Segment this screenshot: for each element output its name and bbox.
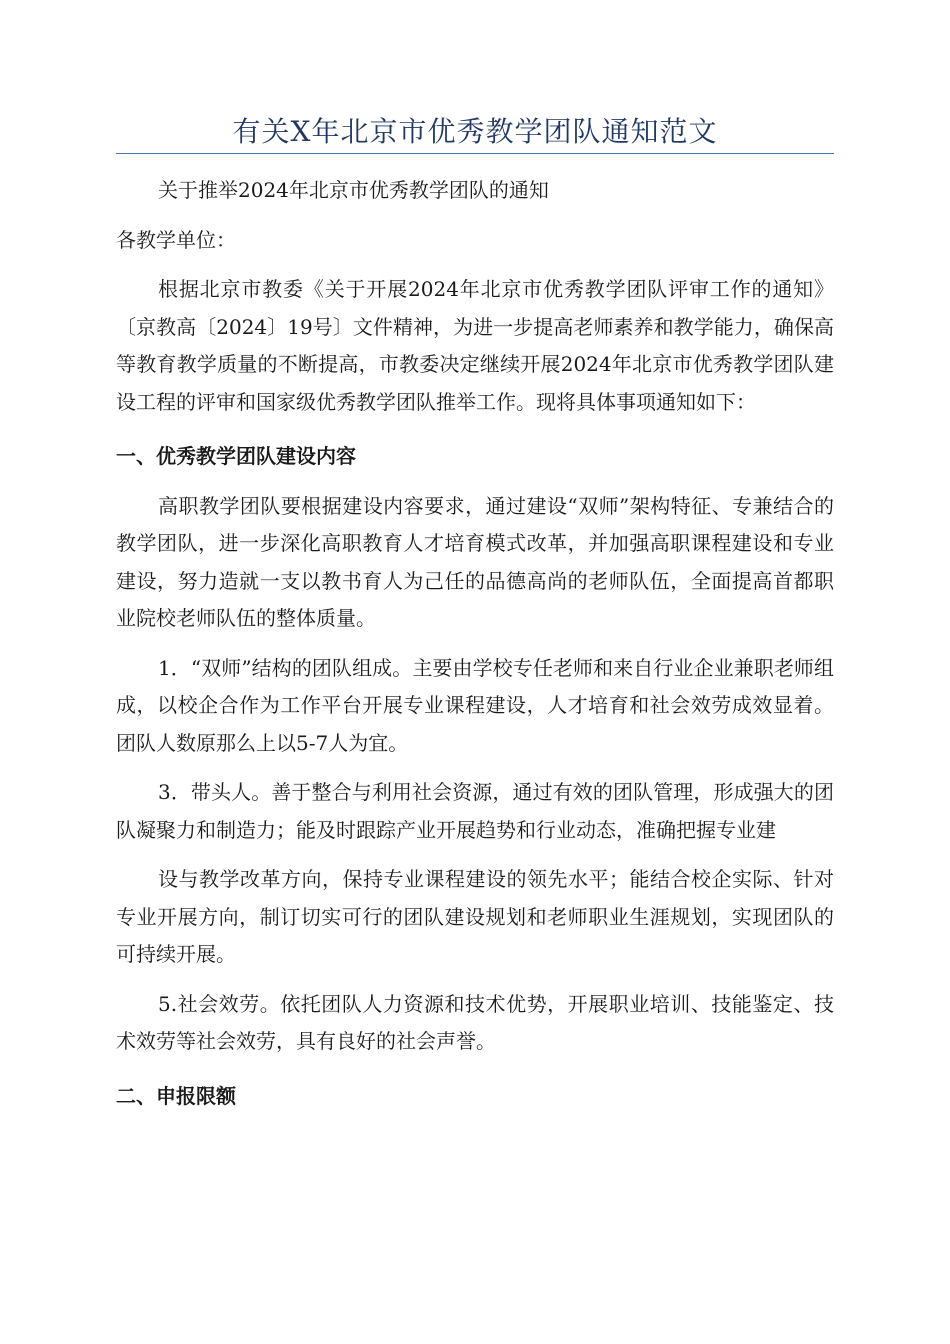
document-title: 有关X年北京市优秀教学团队通知范文 <box>232 115 718 148</box>
document-body <box>116 172 834 1115</box>
item-5-paragraph: 5.社会效劳。依托团队人力资源和技术优势，开展职业培训、技能鉴定、技术效劳等社会效劳，具有良好的社会声誉。 <box>116 991 834 1053</box>
section-heading-2: 二、申报限额 <box>116 1083 236 1108</box>
item-3-continuation: 设与教学改革方向，保持专业课程建设的领先水平；能结合校企实际、针对专业开展方向，制订切实可行的团队建设规划和老师职业生涯规划，实现团队的可持续开展。 <box>116 867 834 966</box>
intro-paragraph: 根据北京市教委《关于开展2024年北京市优秀教学团队评审工作的通知》〔京教高〔2024〕19号〕文件精神，为进一步提高老师素养和教学能力，确保高等教育教学质量的不断提高，市教委决定继续开展2024年北京市优秀教学团队建设工程的评审和国家级优秀教学团队推举工作。现将具体事项通知如下： <box>116 277 834 414</box>
title-underline <box>116 153 834 154</box>
section1-paragraph: 高职教学团队要根据建设内容要求，通过建设“双师”架构特征、专兼结合的教学团队，进一步深化高职教育人才培育模式改革，并加强高职课程建设和专业建设，努力造就一支以教书育人为己任的品德高尚的老师队伍，全面提高首都职业院校老师队伍的整体质量。 <box>116 493 834 630</box>
section-heading-1: 一、优秀教学团队建设内容 <box>116 444 356 468</box>
item-3-paragraph: 3．带头人。善于整合与利用社会资源，通过有效的团队管理，形成强大的团队凝聚力和制造力；能及时跟踪产业开展趋势和行业动态，准确把握专业建 <box>116 780 834 842</box>
salutation: 各教学单位： <box>116 227 236 252</box>
notice-subtitle: 关于推举2024年北京市优秀教学团队的通知 <box>158 178 549 202</box>
item-1-paragraph: 1．“双师”结构的团队组成。主要由学校专任老师和来自行业企业兼职老师组成，以校企合作为工作平台开展专业课程建设，人才培育和社会效劳成效显着。团队人数原那么上以5-7人为宜。 <box>116 655 834 755</box>
